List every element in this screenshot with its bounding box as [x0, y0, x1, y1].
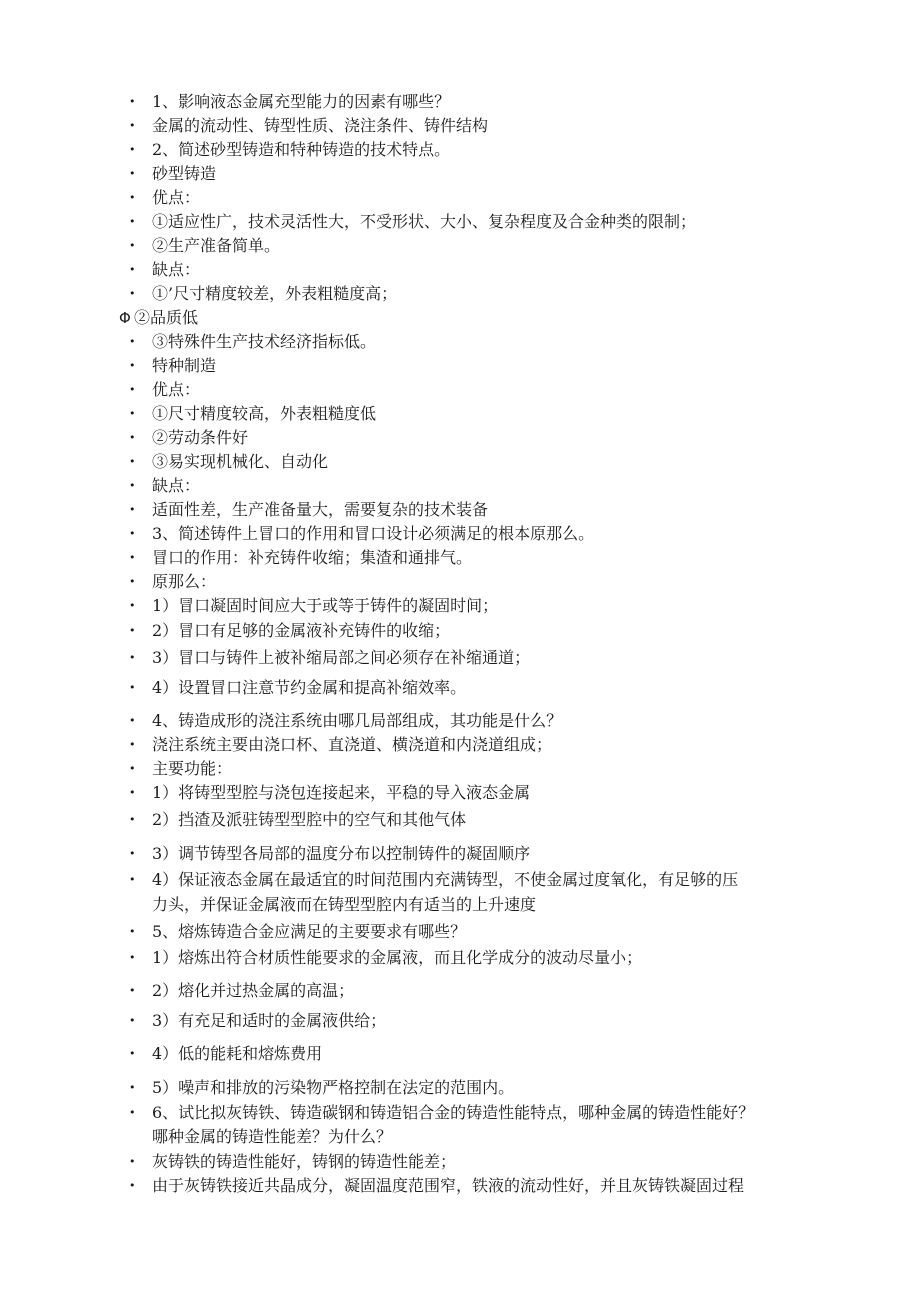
bullet-marker: •: [129, 1047, 136, 1060]
bullet-marker: •: [129, 1106, 136, 1119]
line-text: 适面性差，生产准备量大，需要复杂的技术装备: [152, 500, 489, 519]
line-text: 主要功能：: [152, 759, 233, 778]
line-text: 3）调节铸型各局部的温度分布以控制铸件的凝固顺序: [152, 844, 531, 863]
bullet-marker: •: [129, 847, 136, 860]
line-text: 2）挡渣及派驻铸型型腔中的空气和其他气体: [152, 810, 467, 829]
bullet-marker: •: [129, 651, 136, 664]
bullet-marker: •: [129, 624, 136, 637]
line-text: 3）有充足和适时的金属液供给；: [152, 1011, 387, 1030]
line-text: ②生产准备简单。: [152, 236, 281, 255]
line-text: 1）将铸型型腔与浇包连接起来，平稳的导入液态金属: [152, 783, 531, 802]
bullet-marker: •: [129, 984, 136, 997]
bullet-marker: •: [129, 1179, 136, 1192]
bullet-marker: •: [129, 479, 136, 492]
bullet-marker: •: [129, 239, 136, 252]
line-text: 5、熔炼铸造合金应满足的主要要求有哪些？: [152, 922, 467, 941]
line-text: ②品质低: [134, 308, 199, 327]
line-text: 2）熔化并过热金属的高温；: [152, 981, 355, 1000]
line-text: 2、简述砂型铸造和特种铸造的技术特点。: [152, 140, 451, 159]
line-text: ①’尺寸精度较差，外表粗糙度高；: [152, 284, 398, 303]
line-text: 原那么：: [152, 572, 217, 591]
line-text: 6、试比拟灰铸铁、铸造碳钢和铸造铝合金的铸造性能特点，哪种金属的铸造性能好？: [152, 1103, 755, 1122]
bullet-marker: •: [129, 575, 136, 588]
line-text: 哪种金属的铸造性能差？为什么？: [152, 1127, 393, 1146]
line-text: 1）熔炼出符合材质性能要求的金属液，而且化学成分的波动尽量小；: [152, 948, 643, 967]
bullet-marker: •: [129, 762, 136, 775]
bullet-marker: •: [129, 167, 136, 180]
bullet-marker: •: [129, 786, 136, 799]
bullet-marker: •: [129, 143, 136, 156]
bullet-marker: •: [129, 681, 136, 694]
bullet-marker: •: [129, 813, 136, 826]
line-text: 4）设置冒口注意节约金属和提高补缩效率。: [152, 678, 467, 697]
bullet-marker: •: [129, 215, 136, 228]
bullet-marker: •: [129, 335, 136, 348]
line-text: 浇注系统主要由浇口杯、直浇道、横浇道和内浇道组成；: [152, 735, 553, 754]
line-text: 1、影响液态金属充型能力的因素有哪些？: [152, 92, 451, 111]
bullet-marker: •: [129, 1081, 136, 1094]
bullet-marker: •: [129, 599, 136, 612]
bullet-marker: •: [129, 738, 136, 751]
bullet-marker: •: [129, 359, 136, 372]
line-text: 4）保证液态金属在最适宜的时间范围内充满铸型，不使金属过度氧化，有足够的压: [152, 870, 739, 889]
bullet-marker: •: [129, 951, 136, 964]
line-text: 缺点：: [152, 476, 201, 495]
bullet-marker: •: [129, 1155, 136, 1168]
line-text: 冒口的作用：补充铸件收缩；集渣和通排气。: [152, 548, 473, 567]
line-text: ③特殊件生产技术经济指标低。: [152, 332, 377, 351]
line-text: 由于灰铸铁接近共晶成分，凝固温度范围窄，铁液的流动性好，并且灰铸铁凝固过程: [152, 1176, 745, 1195]
line-text: 特种制造: [152, 356, 217, 375]
line-text: 优点：: [152, 380, 201, 399]
line-text: 5）噪声和排放的污染物严格控制在法定的范围内。: [152, 1078, 515, 1097]
bullet-marker: •: [129, 407, 136, 420]
bullet-marker: •: [129, 95, 136, 108]
bullet-marker: •: [129, 287, 136, 300]
bullet-marker: •: [129, 383, 136, 396]
bullet-marker: •: [129, 873, 136, 886]
line-text: ②劳动条件好: [152, 428, 249, 447]
bullet-marker: •: [129, 455, 136, 468]
line-text: 优点：: [152, 188, 201, 207]
line-text: 4）低的能耗和熔炼费用: [152, 1044, 323, 1063]
line-text: 力头，并保证金属液而在铸型型腔内有适当的上升速度: [152, 895, 537, 914]
line-text: ①尺寸精度较高，外表粗糙度低: [152, 404, 377, 423]
bullet-marker: •: [129, 714, 136, 727]
line-text: 3）冒口与铸件上被补缩局部之间必须存在补缩通道；: [152, 648, 531, 667]
line-text: 灰铸铁的铸造性能好，铸钢的铸造性能差；: [152, 1152, 457, 1171]
line-text: 4、铸造成形的浇注系统由哪几局部组成，其功能是什么？: [152, 711, 563, 730]
bullet-marker: •: [129, 503, 136, 516]
line-text: 1）冒口凝固时间应大于或等于铸件的凝固时间；: [152, 596, 499, 615]
bullet-marker: •: [129, 551, 136, 564]
line-text: ①适应性广，技术灵活性大，不受形状、大小、复杂程度及合金种类的限制；: [152, 212, 697, 231]
line-text: 3、简述铸件上冒口的作用和冒口设计必须满足的根本原那么。: [152, 524, 595, 543]
line-text: 2）冒口有足够的金属液补充铸件的收缩；: [152, 621, 451, 640]
line-text: 金属的流动性、铸型性质、浇注条件、铸件结构: [152, 116, 489, 135]
bullet-marker: •: [129, 119, 136, 132]
bullet-marker: •: [129, 925, 136, 938]
line-text: 砂型铸造: [152, 164, 217, 183]
bullet-marker: •: [129, 431, 136, 444]
bullet-marker: •: [129, 191, 136, 204]
phi-marker: Φ: [119, 309, 131, 327]
bullet-marker: •: [129, 1014, 136, 1027]
bullet-marker: •: [129, 527, 136, 540]
bullet-marker: •: [129, 263, 136, 276]
line-text: 缺点：: [152, 260, 201, 279]
line-text: ③易实现机械化、自动化: [152, 452, 329, 471]
